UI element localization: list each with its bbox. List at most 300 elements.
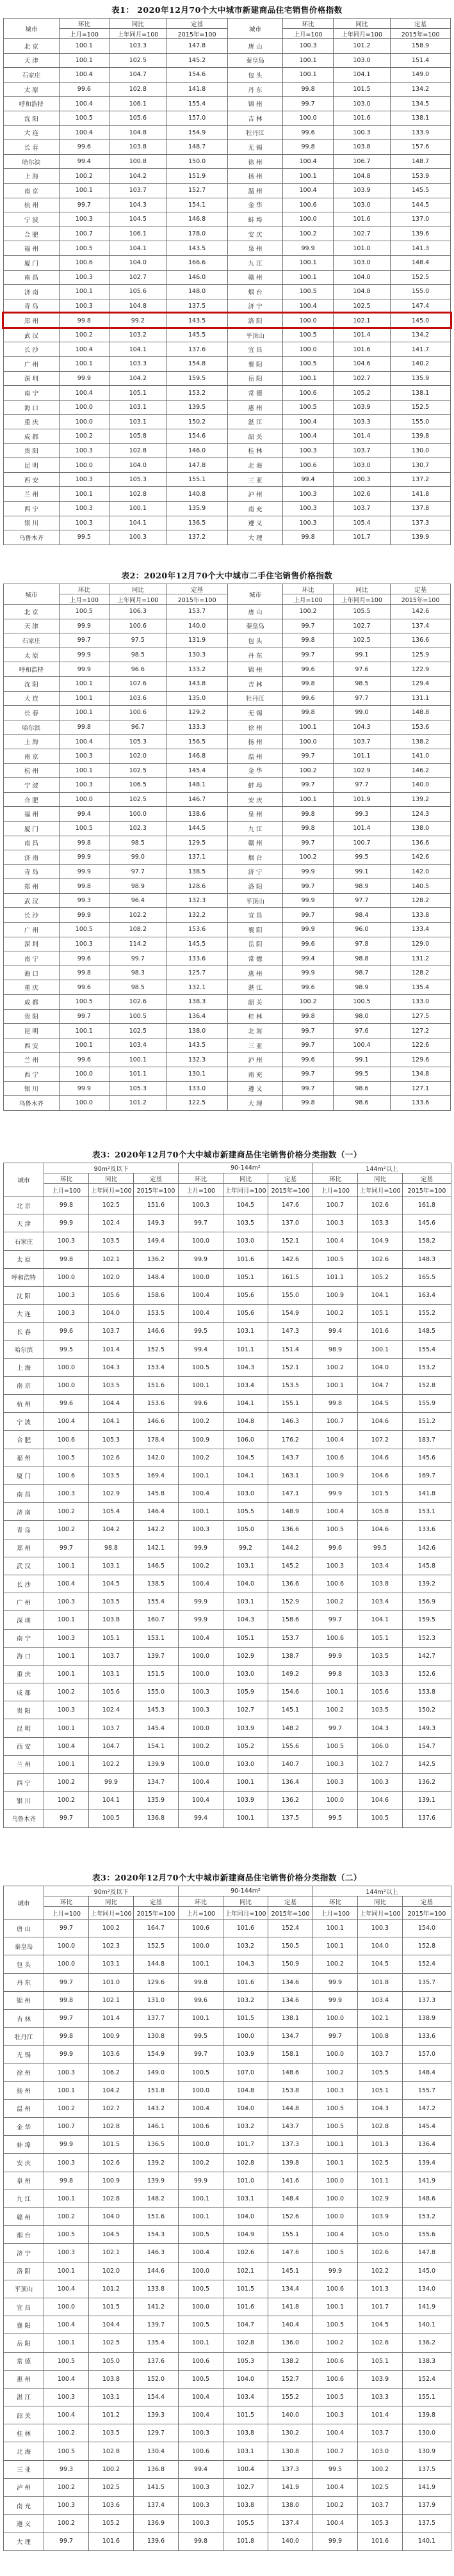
fixed-base-value: 145.5 (391, 183, 451, 198)
mom-value: 99.9 (59, 864, 109, 879)
fixed-base-value: 130.7 (391, 458, 451, 473)
city-name: 北 海 (227, 1024, 283, 1038)
yoy-value: 100.3 (333, 125, 391, 140)
mom-value: 100.5 (44, 2442, 89, 2460)
fixed-base-value: 153.9 (391, 169, 451, 184)
mom-value: 100.4 (179, 1485, 223, 1503)
fixed-base-header: 定基 (403, 1173, 451, 1184)
yoy-value: 100.1 (358, 1340, 403, 1358)
mom-value: 99.7 (283, 836, 333, 850)
mom-value: 99.6 (283, 691, 333, 706)
yoy-value: 103.1 (89, 1557, 134, 1575)
table-row (4, 821, 451, 836)
mom-value: 100.2 (179, 1737, 223, 1755)
fixed-base-value: 152.4 (268, 1920, 313, 1937)
yoy-value: 100.9 (89, 2028, 134, 2046)
fixed-base-value: 136.2 (268, 1792, 313, 1809)
yoy-value: 105.5 (223, 1503, 268, 1521)
fixed-base-label: 2015年=100 (391, 29, 451, 39)
yoy-value: 102.8 (89, 2442, 134, 2460)
yoy-value: 101.6 (333, 111, 391, 125)
mom-value: 100.3 (59, 516, 109, 530)
city-name: 泉 州 (227, 807, 283, 822)
yoy-value: 98.8 (333, 951, 391, 966)
mom-value: 100.0 (44, 1937, 89, 1955)
mom-value: 100.1 (44, 1557, 89, 1575)
yoy-value: 103.9 (223, 2046, 268, 2063)
yoy-value: 105.6 (89, 1683, 134, 1701)
yoy-value: 103.0 (358, 2442, 403, 2460)
mom-value: 99.4 (59, 807, 109, 822)
city-name: 厦 门 (4, 821, 60, 836)
table-row (4, 299, 451, 314)
yoy-value: 105.5 (358, 2063, 403, 2081)
table-row (4, 82, 451, 97)
mom-value: 100.5 (313, 2099, 358, 2117)
yoy-value: 101.4 (89, 1340, 134, 1358)
yoy-value: 103.9 (333, 400, 391, 415)
yoy-value: 105.3 (223, 2352, 268, 2370)
city-name: 襄 阳 (227, 923, 283, 937)
city-name: 九 江 (227, 255, 283, 270)
fixed-base-value: 135.9 (134, 1792, 179, 1809)
city-name: 呼和浩特 (4, 97, 60, 111)
fixed-base-value: 154.1 (166, 198, 227, 212)
fixed-base-value: 135.7 (403, 1973, 451, 1991)
yoy-value: 103.6 (109, 691, 167, 706)
mom-value: 100.9 (179, 1431, 223, 1449)
yoy-value: 101.4 (333, 821, 391, 836)
mom-value: 100.2 (179, 1449, 223, 1467)
mom-value: 99.4 (179, 2460, 223, 2478)
yoy-value: 101.6 (223, 1250, 268, 1268)
mom-value: 100.1 (283, 255, 333, 270)
fixed-base-value: 151.6 (134, 2208, 179, 2226)
mom-value: 100.7 (44, 2118, 89, 2136)
mom-value: 99.3 (44, 2460, 89, 2478)
fixed-base-value: 133.0 (391, 995, 451, 1010)
city-name: 扬 州 (227, 169, 283, 184)
mom-value: 100.3 (59, 443, 109, 458)
fixed-base-value: 137.3 (268, 2136, 313, 2154)
yoy-value: 103.7 (358, 2424, 403, 2442)
mom-value: 99.8 (313, 1395, 358, 1413)
fixed-base-value: 139.3 (134, 2406, 179, 2424)
city-name: 重 庆 (4, 980, 60, 995)
mom-value: 100.1 (283, 270, 333, 285)
yoy-value: 103.3 (358, 1665, 403, 1683)
mom-value: 100.3 (44, 2388, 89, 2406)
yoy-value: 102.1 (358, 2009, 403, 2027)
mom-value: 100.1 (313, 2298, 358, 2316)
fixed-base-value: 136.4 (403, 2136, 451, 2154)
yoy-value: 102.8 (358, 2118, 403, 2136)
city-name: 宁 波 (4, 1413, 44, 1431)
fixed-base-value: 152.8 (403, 1937, 451, 1955)
yoy-value: 96.6 (109, 662, 167, 677)
fixed-base-value: 130.3 (166, 648, 227, 662)
table-row (4, 1009, 451, 1024)
mom-value: 100.5 (313, 2388, 358, 2406)
yoy-value: 103.1 (89, 2388, 134, 2406)
yoy-value: 103.7 (358, 2497, 403, 2515)
city-name: 温 州 (227, 183, 283, 198)
city-name: 沈 阳 (4, 676, 60, 691)
fixed-base-value: 154.6 (166, 429, 227, 444)
yoy-value: 101.5 (358, 1485, 403, 1503)
city-name: 秦皇岛 (4, 1937, 44, 1955)
city-name: 桂 林 (227, 1009, 283, 1024)
mom-value: 99.6 (283, 662, 333, 677)
table-row (4, 357, 451, 372)
city-name: 吉 林 (227, 111, 283, 125)
city-name: 洛 阳 (227, 314, 283, 328)
yoy-value: 104.0 (109, 458, 167, 473)
yoy-value: 101.2 (109, 1096, 167, 1111)
fixed-base-value: 142.0 (391, 864, 451, 879)
fixed-base-value: 178.4 (134, 1431, 179, 1449)
mom-value: 100.4 (59, 386, 109, 401)
city-name: 大 连 (4, 125, 60, 140)
fixed-base-value: 138.1 (268, 2009, 313, 2027)
fixed-base-value: 145.4 (403, 2118, 451, 2136)
mom-value: 100.1 (179, 2334, 223, 2352)
yoy-value: 105.0 (89, 2352, 134, 2370)
fixed-base-value: 155.6 (268, 1737, 313, 1755)
mom-value: 100.3 (44, 1701, 89, 1719)
city-name: 温 州 (4, 2099, 44, 2117)
fixed-base-value: 137.6 (134, 2352, 179, 2370)
mom-value: 99.8 (44, 1250, 89, 1268)
fixed-base-value: 138.5 (134, 1575, 179, 1593)
yoy-value: 104.3 (223, 1611, 268, 1629)
yoy-value: 98.7 (333, 966, 391, 980)
fixed-base-value: 153.7 (268, 1629, 313, 1647)
city-name: 合 肥 (4, 227, 60, 241)
fixed-base-value: 148.4 (403, 2063, 451, 2081)
fixed-base-value: 148.8 (391, 706, 451, 720)
yoy-value: 102.6 (358, 1197, 403, 1214)
mom-value: 99.7 (44, 1920, 89, 1937)
mom-value: 100.5 (313, 1250, 358, 1268)
mom-value: 99.7 (59, 198, 109, 212)
fixed-base-value: 132.3 (166, 893, 227, 908)
yoy-value: 104.6 (358, 1792, 403, 1809)
fixed-base-value: 151.8 (134, 2081, 179, 2099)
fixed-base-value: 133.6 (403, 1521, 451, 1539)
fixed-base-value: 151.4 (268, 1340, 313, 1358)
fixed-base-value: 147.6 (268, 1197, 313, 1214)
fixed-base-value: 148.3 (403, 1250, 451, 1268)
fixed-base-value: 129.7 (134, 2424, 179, 2442)
fixed-base-value: 141.7 (391, 342, 451, 357)
yoy-value: 102.9 (333, 763, 391, 778)
yoy-value: 97.5 (109, 633, 167, 648)
yoy-value: 103.3 (109, 357, 167, 372)
fixed-base-value: 138.5 (166, 864, 227, 879)
table-row (4, 1701, 451, 1719)
fixed-base-value: 133.0 (166, 1081, 227, 1096)
yoy-value: 103.2 (223, 1991, 268, 2009)
fixed-base-value: 155.4 (403, 1340, 451, 1358)
city-name: 贵 阳 (4, 1701, 44, 1719)
fixed-base-value: 137.0 (391, 212, 451, 227)
fixed-base-value: 141.8 (403, 1485, 451, 1503)
mom-value: 100.1 (59, 676, 109, 691)
fixed-base-value: 169.4 (134, 1467, 179, 1484)
fixed-base-value: 150.0 (166, 154, 227, 169)
mom-value: 100.3 (179, 2424, 223, 2442)
city-name: 安 庆 (227, 227, 283, 241)
yoy-value: 100.5 (358, 1809, 403, 1827)
city-name: 长 沙 (4, 908, 60, 923)
fixed-base-value: 138.9 (403, 2009, 451, 2027)
table-row (4, 1539, 451, 1557)
city-name: 兰 州 (4, 1053, 60, 1067)
mom-value: 99.9 (283, 241, 333, 256)
mom-value: 100.0 (44, 1268, 89, 1286)
fixed-base-value: 139.6 (134, 2532, 179, 2550)
fixed-base-value: 137.4 (391, 619, 451, 633)
yoy-value: 103.8 (223, 2424, 268, 2442)
city-name: 襄 阳 (227, 357, 283, 372)
yoy-value: 104.4 (89, 1395, 134, 1413)
fixed-base-value: 140.8 (166, 487, 227, 502)
yoy-header: 同比 (109, 584, 167, 594)
mom-value: 99.5 (313, 2460, 358, 2478)
mom-value: 99.7 (283, 1024, 333, 1038)
table-row (4, 749, 451, 763)
mom-value: 100.2 (44, 2424, 89, 2442)
table-row (4, 487, 451, 502)
mom-value: 100.1 (44, 2081, 89, 2099)
yoy-value: 104.3 (223, 1358, 268, 1376)
mom-value: 100.0 (59, 1067, 109, 1082)
mom-value: 100.0 (313, 2208, 358, 2226)
fixed-base-value: 138.2 (268, 2352, 313, 2370)
fixed-base-value: 142.6 (403, 1539, 451, 1557)
mom-value: 99.7 (179, 2046, 223, 2063)
yoy-value: 101.6 (358, 2532, 403, 2550)
table-row (4, 720, 451, 735)
city-name: 乌鲁木齐 (4, 1096, 60, 1111)
fixed-base-value: 145.2 (166, 53, 227, 68)
mom-value: 100.2 (44, 2478, 89, 2496)
fixed-base-value: 147.6 (268, 2244, 313, 2262)
size-group-header: 90m²及以下 (44, 1163, 179, 1173)
table-row (4, 1792, 451, 1809)
mom-value: 100.6 (283, 198, 333, 212)
mom-value: 99.7 (283, 749, 333, 763)
yoy-value: 102.2 (358, 2262, 403, 2280)
fixed-base-value: 127.2 (391, 1024, 451, 1038)
city-name: 沈 阳 (4, 111, 60, 125)
yoy-value: 105.1 (89, 1629, 134, 1647)
mom-value: 100.3 (179, 2478, 223, 2496)
city-name: 泸 州 (227, 487, 283, 502)
mom-value: 100.2 (283, 605, 333, 619)
yoy-value: 104.0 (358, 1358, 403, 1376)
table-row (4, 314, 451, 328)
mom-value: 100.1 (179, 1503, 223, 1521)
mom-value: 100.4 (313, 2424, 358, 2442)
city-name: 常 德 (4, 2352, 44, 2370)
mom-value: 100.3 (179, 1701, 223, 1719)
table-row (4, 400, 451, 415)
table1 (3, 18, 451, 545)
table-row (4, 1809, 451, 1827)
fixed-base-value: 141.2 (134, 2298, 179, 2316)
yoy-value: 104.3 (333, 720, 391, 735)
city-name: 太 原 (4, 648, 60, 662)
yoy-value: 103.1 (109, 415, 167, 429)
mom-value: 100.3 (283, 487, 333, 502)
mom-value: 100.0 (283, 314, 333, 328)
fixed-base-value: 145.5 (166, 937, 227, 951)
mom-value: 99.9 (44, 2046, 89, 2063)
city-header: 城市 (4, 584, 60, 605)
mom-value: 100.5 (179, 2226, 223, 2244)
mom-value: 100.5 (313, 2118, 358, 2136)
table-row (4, 995, 451, 1010)
fixed-base-value: 135.9 (166, 502, 227, 516)
yoy-value: 105.1 (358, 1629, 403, 1647)
fixed-base-value: 134.2 (391, 328, 451, 342)
fixed-base-label: 2015年=100 (391, 594, 451, 605)
mom-value: 100.4 (179, 1286, 223, 1304)
yoy-value: 105.2 (333, 386, 391, 401)
city-name: 杭 州 (4, 1395, 44, 1413)
mom-value: 100.5 (283, 285, 333, 299)
table-row (4, 1629, 451, 1647)
yoy-value: 101.1 (333, 749, 391, 763)
fixed-base-value: 139.2 (391, 792, 451, 807)
mom-value: 100.5 (313, 1737, 358, 1755)
yoy-value: 103.5 (358, 1647, 403, 1665)
fixed-base-value: 155.0 (268, 1286, 313, 1304)
table-row (4, 1038, 451, 1053)
yoy-value: 104.0 (223, 1575, 268, 1593)
table1-caption: 表1： 2020年12月70个大中城市新建商品住宅销售价格指数 (111, 5, 343, 15)
yoy-value: 102.8 (109, 487, 167, 502)
mom-value: 100.3 (44, 2063, 89, 2081)
city-name: 宜 昌 (227, 342, 283, 357)
city-name: 济 南 (4, 1503, 44, 1521)
fixed-base-value: 148.4 (391, 255, 451, 270)
mom-value: 99.8 (179, 2532, 223, 2550)
city-name: 西 宁 (4, 1067, 60, 1082)
yoy-value: 102.8 (223, 2154, 268, 2172)
mom-base-label: 上月=100 (283, 29, 333, 39)
mom-value: 100.4 (44, 1737, 89, 1755)
fixed-base-value: 134.6 (268, 1973, 313, 1991)
mom-value: 99.8 (313, 1665, 358, 1683)
fixed-base-value: 158.6 (268, 1611, 313, 1629)
fixed-base-value: 153.2 (403, 1358, 451, 1376)
city-name: 洛 阳 (4, 2262, 44, 2280)
table-row (4, 1755, 451, 1773)
fixed-base-value: 163.1 (268, 1467, 313, 1484)
mom-value: 100.6 (44, 1467, 89, 1484)
fixed-base-label: 2015年=100 (268, 1907, 313, 1920)
table-row (4, 648, 451, 662)
city-name: 杭 州 (4, 763, 60, 778)
table-row (4, 1232, 451, 1250)
mom-value: 100.2 (283, 227, 333, 241)
mom-value: 100.3 (179, 2497, 223, 2515)
table-row (4, 371, 451, 386)
yoy-value: 102.5 (89, 2478, 134, 2496)
table-row (4, 1683, 451, 1701)
yoy-value: 103.8 (89, 1611, 134, 1629)
city-name: 唐 山 (227, 605, 283, 619)
fixed-base-value: 151.9 (166, 169, 227, 184)
yoy-value: 96.4 (109, 893, 167, 908)
mom-base-label: 上月=100 (313, 1907, 358, 1920)
city-name: 金 华 (227, 763, 283, 778)
mom-value: 100.2 (59, 429, 109, 444)
yoy-value: 100.5 (109, 1009, 167, 1024)
mom-value: 99.4 (283, 472, 333, 487)
fixed-base-value: 135.4 (134, 2334, 179, 2352)
mom-value: 100.0 (44, 1955, 89, 1973)
yoy-value: 103.5 (89, 1232, 134, 1250)
yoy-value: 103.4 (223, 2388, 268, 2406)
fixed-base-value: 125.7 (166, 966, 227, 980)
yoy-value: 114.2 (109, 937, 167, 951)
city-name: 石家庄 (4, 633, 60, 648)
yoy-value: 102.7 (89, 2099, 134, 2117)
city-name: 牡丹江 (4, 2028, 44, 2046)
yoy-value: 102.4 (89, 1214, 134, 1232)
mom-value: 99.5 (59, 530, 109, 545)
fixed-base-value: 155.1 (268, 1395, 313, 1413)
mom-value: 100.4 (313, 2478, 358, 2496)
mom-value: 99.8 (283, 140, 333, 155)
city-name: 合 肥 (4, 1431, 44, 1449)
yoy-value: 103.4 (223, 1376, 268, 1394)
yoy-value: 102.8 (89, 2190, 134, 2207)
table-row (4, 662, 451, 677)
table-row (4, 429, 451, 444)
fixed-base-header: 定基 (166, 19, 227, 29)
fixed-base-value: 139.7 (134, 1647, 179, 1665)
fixed-base-value: 129.0 (391, 937, 451, 951)
fixed-base-value: 146.1 (134, 2118, 179, 2136)
city-name: 包 头 (4, 1955, 44, 1973)
mom-value: 100.0 (44, 1358, 89, 1376)
mom-value: 100.1 (313, 2154, 358, 2172)
yoy-value: 96.7 (109, 720, 167, 735)
mom-base-label: 上月=100 (283, 594, 333, 605)
yoy-value: 103.1 (223, 1323, 268, 1340)
yoy-value: 104.3 (358, 1719, 403, 1737)
mom-value: 100.1 (179, 1955, 223, 1973)
mom-value: 99.7 (283, 1038, 333, 1053)
fixed-base-value: 153.4 (134, 1358, 179, 1376)
yoy-value: 102.7 (358, 1755, 403, 1773)
yoy-value: 102.0 (89, 1268, 134, 1286)
mom-value: 99.7 (283, 1067, 333, 1082)
fixed-base-value: 129.5 (166, 836, 227, 850)
yoy-value: 102.5 (109, 1024, 167, 1038)
mom-value: 100.7 (313, 2442, 358, 2460)
city-name: 金 华 (4, 2118, 44, 2136)
fixed-base-value: 147.4 (391, 299, 451, 314)
fixed-base-value: 152.9 (268, 1593, 313, 1611)
city-name: 南 充 (227, 502, 283, 516)
fixed-base-value: 130.2 (268, 2424, 313, 2442)
